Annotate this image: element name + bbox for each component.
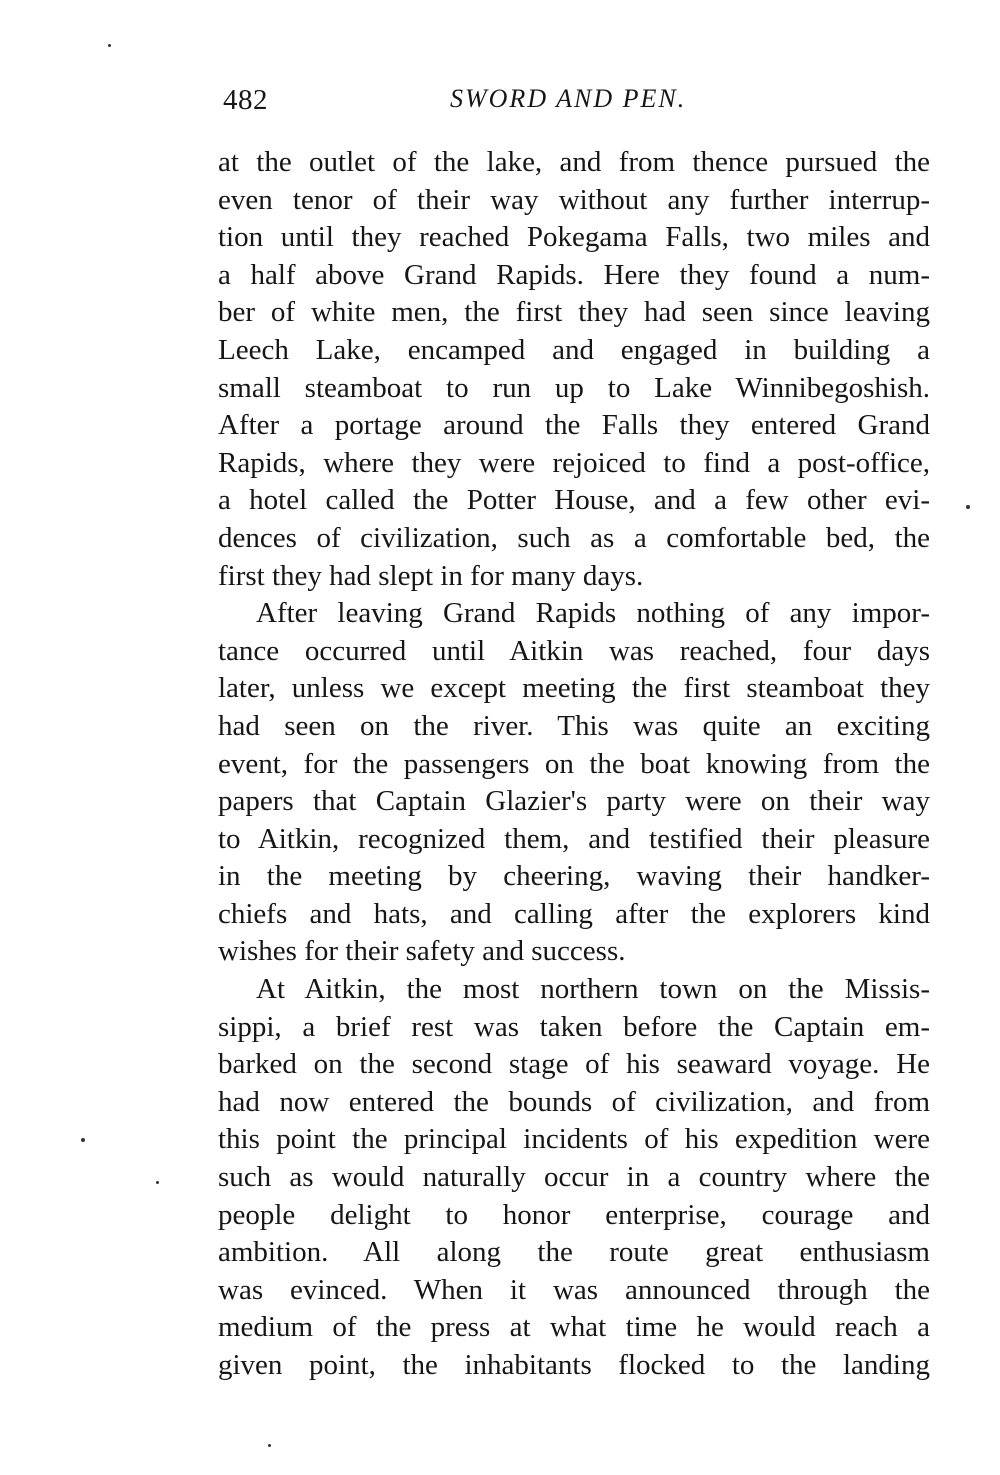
text-line: such as would naturally occur in a country where the xyxy=(218,1161,930,1194)
paragraph-1 xyxy=(218,144,930,595)
text-line: small steamboat to run up to Lake Winnibegoshish. xyxy=(218,371,930,404)
text-line: ambition. All along the route great enthusiasm xyxy=(218,1236,930,1269)
text-line: dences of civilization, such as a comfortable bed, the xyxy=(218,521,930,554)
page-number: 482 xyxy=(223,84,268,116)
text-line: later, unless we except meeting the first steamboat they xyxy=(218,672,930,705)
text-line: Leech Lake, encamped and engaged in building a xyxy=(218,333,930,366)
text-line: in the meeting by cheering, waving their handker- xyxy=(218,860,930,893)
text-line: event, for the passengers on the boat knowing from the xyxy=(218,747,930,780)
text-line: At Aitkin, the most northern town on the Missis- xyxy=(256,973,930,1006)
text-line: ber of white men, the first they had seen since leaving xyxy=(218,296,930,329)
text-line: After leaving Grand Rapids nothing of any impor- xyxy=(256,597,930,630)
text-line: a half above Grand Rapids. Here they found a num- xyxy=(218,258,930,291)
text-line: even tenor of their way without any further interrup- xyxy=(218,183,930,216)
text-line: tance occurred until Aitkin was reached, four days xyxy=(218,634,930,667)
text-line: papers that Captain Glazier's party were on their way xyxy=(218,785,930,818)
text-line: to Aitkin, recognized them, and testified their pleasure xyxy=(218,822,930,855)
text-line: had seen on the river. This was quite an exciting xyxy=(218,709,930,742)
text-line: had now entered the bounds of civilization, and from xyxy=(218,1085,930,1118)
running-head xyxy=(223,84,933,124)
text-line: wishes for their safety and success. xyxy=(218,935,626,968)
text-line: tion until they reached Pokegama Falls, two miles and xyxy=(218,221,930,254)
scan-speck xyxy=(81,1138,85,1142)
text-line: medium of the press at what time he would reach a xyxy=(218,1311,930,1344)
text-line: this point the principal incidents of his expedition were xyxy=(218,1123,930,1156)
paragraph-3 xyxy=(218,971,930,1385)
text-line: barked on the second stage of his seaward voyage. He xyxy=(218,1048,930,1081)
scan-speck xyxy=(156,1181,159,1184)
running-title: SWORD AND PEN. xyxy=(450,84,687,113)
text-line: After a portage around the Falls they entered Grand xyxy=(218,409,930,442)
text-line: was evinced. When it was announced through the xyxy=(218,1273,930,1306)
text-line: at the outlet of the lake, and from thence pursued the xyxy=(218,146,930,178)
scan-speck xyxy=(966,505,970,509)
scan-speck xyxy=(108,44,111,47)
text-line: given point, the inhabitants flocked to the landing xyxy=(218,1349,930,1381)
text-line: first they had slept in for many days. xyxy=(218,559,644,592)
text-line: a hotel called the Potter House, and a few other evi- xyxy=(218,484,930,517)
text-line: sippi, a brief rest was taken before the Captain em- xyxy=(218,1010,930,1043)
paragraph-2 xyxy=(218,595,930,971)
body-text xyxy=(218,144,930,1385)
text-line: Rapids, where they were rejoiced to find a post-office, xyxy=(218,446,930,479)
text-line: chiefs and hats, and calling after the explorers kind xyxy=(218,897,930,930)
text-line: people delight to honor enterprise, courage and xyxy=(218,1198,930,1231)
scan-speck xyxy=(268,1444,271,1447)
